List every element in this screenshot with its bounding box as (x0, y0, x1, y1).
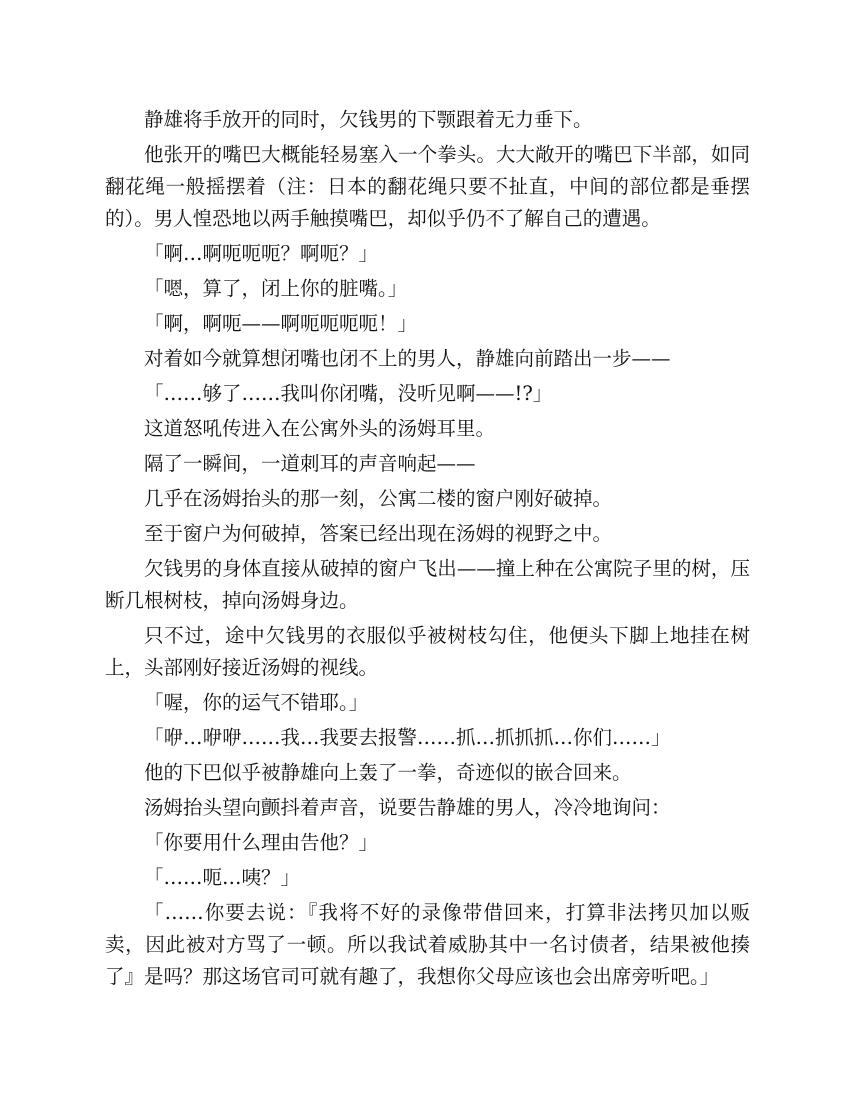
paragraph: 「喔，你的运气不错耶。」 (144, 691, 369, 714)
paragraph: 他张开的嘴巴大概能轻易塞入一个拳头。大大敞开的嘴巴下半部，如同翻花绳一般摇摆着（注：日本的翻花绳只要不扯直，中间的部位都是垂摆的）。男人惶恐地以两手触摸嘴巴，却似乎仍不了解自己的遭遇。 (105, 143, 750, 230)
paragraph: 「……你要去说：『我将不好的录像带借回来，打算非法拷贝加以贩卖，因此被对方骂了一顿。所以我试着威胁其中一名讨债者，结果被他揍了』是吗？那这场官司可就有趣了，我想你父母应该也会出席旁听吧。」 (105, 901, 750, 988)
paragraph: 「啊，啊呃——啊呃呃呃呃！」 (144, 312, 418, 335)
paragraph: 静雄将手放开的同时，欠钱男的下颚跟着无力垂下。 (144, 108, 593, 131)
paragraph: 只不过，途中欠钱男的衣服似乎被树枝勾住，他便头下脚上地挂在树上，头部刚好接近汤姆的视线。 (105, 624, 750, 679)
paragraph: 「……呃…咦？」 (144, 866, 301, 889)
paragraph: 欠钱男的身体直接从破掉的窗户飞出——撞上种在公寓院子里的树，压断几根树枝，掉向汤姆身边。 (105, 557, 750, 612)
paragraph: 「嗯，算了，闭上你的脏嘴。」 (144, 277, 408, 300)
paragraph: 汤姆抬头望向颤抖着声音，说要告静雄的男人，冷冷地询问： (144, 796, 671, 819)
paragraph: 「你要用什么理由告他？」 (144, 831, 379, 854)
paragraph: 至于窗户为何破掉，答案已经出现在汤姆的视野之中。 (144, 522, 613, 545)
paragraph: 「咿…咿咿……我…我要去报警……抓…抓抓抓…你们……」 (144, 726, 671, 749)
paragraph: 「啊…啊呃呃呃？啊呃？」 (144, 242, 379, 265)
body-text (105, 104, 750, 996)
paragraph: 几乎在汤姆抬头的那一刻，公寓二楼的窗户刚好破掉。 (144, 487, 613, 510)
paragraph: 这道怒吼传进入在公寓外头的汤姆耳里。 (144, 417, 496, 440)
paragraph: 对着如今就算想闭嘴也闭不上的男人，静雄向前踏出一步—— (144, 347, 671, 370)
paragraph: 「……够了……我叫你闭嘴，没听见啊——!?」 (144, 382, 553, 405)
paragraph: 隔了一瞬间，一道刺耳的声音响起—— (144, 452, 476, 475)
paragraph: 他的下巴似乎被静雄向上轰了一拳，奇迹似的嵌合回来。 (144, 761, 632, 784)
